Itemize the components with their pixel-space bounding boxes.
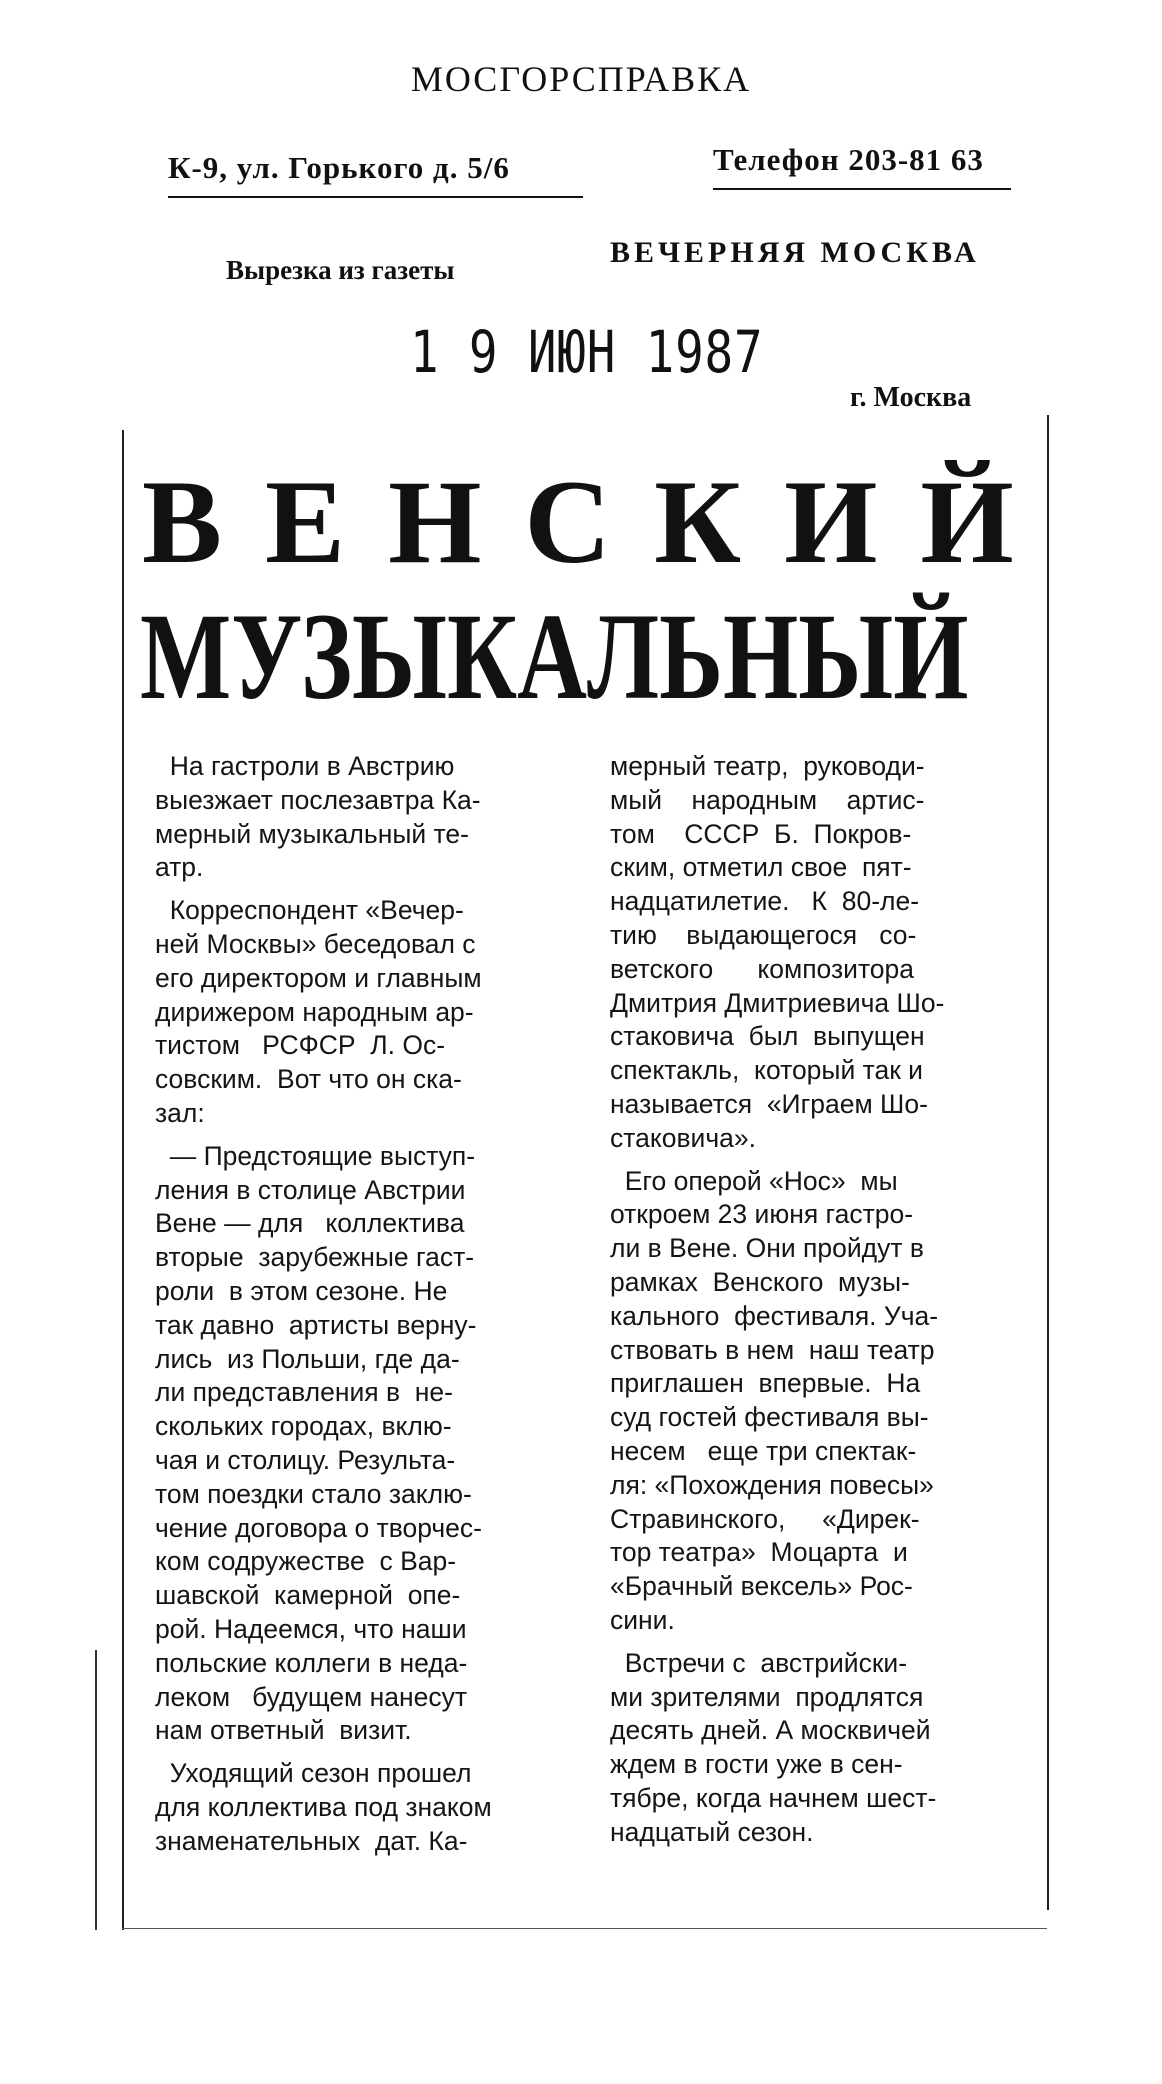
newspaper-name: ВЕЧЕРНЯЯ МОСКВА	[610, 236, 980, 269]
scan-edge-line	[95, 1650, 97, 1930]
clip-label: Вырезка из газеты	[226, 255, 455, 285]
stamp-address: К-9, ул. Горького д. 5/6	[168, 150, 510, 185]
article-column-right	[610, 750, 1030, 1859]
clipping-border-right	[1047, 415, 1049, 1910]
headline-line-1: ВЕНСКИЙ	[142, 455, 1057, 588]
paragraph: На гастроли в Австрию выезжает послезавтра Ка- мерный музыкальный те- атр.	[155, 751, 481, 883]
paragraph: Его оперой «Нос» мы откроем 23 июня гастро- ли в Вене. Они пройдут в рамках Венского музы- кального фестиваля. Уча- ствовать в нем наш театр приглашен впервые. На суд гостей фестиваля вы- несем еще три спектак- ля: «Похождения повесы» Стравинского, «Дирек- тор театра» Моцарта и «Брачный вексель» Рос- сини.	[610, 1165, 939, 1635]
stamp-phone: Телефон 203-81 63	[713, 142, 984, 177]
paragraph: Уходящий сезон прошел для коллектива под знаком знаменательных дат. Ка-	[155, 1758, 492, 1856]
headline-line-2: МУЗЫКАЛЬНЫЙ	[140, 588, 969, 725]
address-underline	[168, 196, 583, 198]
paragraph: Встречи с австрийски- ми зрителями продлятся десять дней. А москвичей ждем в гости уже в сен- тябре, когда начнем шест- надцатый сезон.	[610, 1647, 937, 1847]
stamp-date: 1 9 ИЮН 1987	[410, 318, 764, 386]
clipping-border-bottom	[122, 1928, 1047, 1929]
paragraph: Корреспондент «Вечер- ней Москвы» беседовал с его директором и главным дирижером народным ар- тистом РСФСР Л. Ос- совским. Вот что он ска- зал:	[155, 895, 482, 1128]
phone-underline	[713, 188, 1011, 190]
clipping-border-left	[122, 430, 124, 1930]
stamp-city: г. Москва	[850, 382, 972, 413]
stamp-title: МОСГОРСПРАВКА	[410, 59, 752, 99]
article-column-left	[155, 750, 545, 1868]
paragraph: — Предстоящие выступ- ления в столице Австрии Вене — для коллектива вторые зарубежные гаст- роли в этом сезоне. Не так давно артисты верну- лись из Польши, где да- ли представления в не- скольких городах, вклю- чая и столицу. Результа- том поездки стало заклю- чение договора о творчес- ком содружестве с Вар- шавской камерной опе- рой. Надеемся, что наши польские коллеги в неда- леком будущем нанесут нам ответный визит.	[155, 1140, 482, 1746]
paragraph: мерный театр, руководи- мый народным артис- том СССР Б. Покров- ским, отметил свое пят- надцатилетие. К 80-ле- тию выдающегося со- ветского композитора Дмитрия Дмитриевича Шо- стаковича был выпущен спектакль, который так и называется «Играем Шо- стаковича».	[610, 751, 945, 1153]
